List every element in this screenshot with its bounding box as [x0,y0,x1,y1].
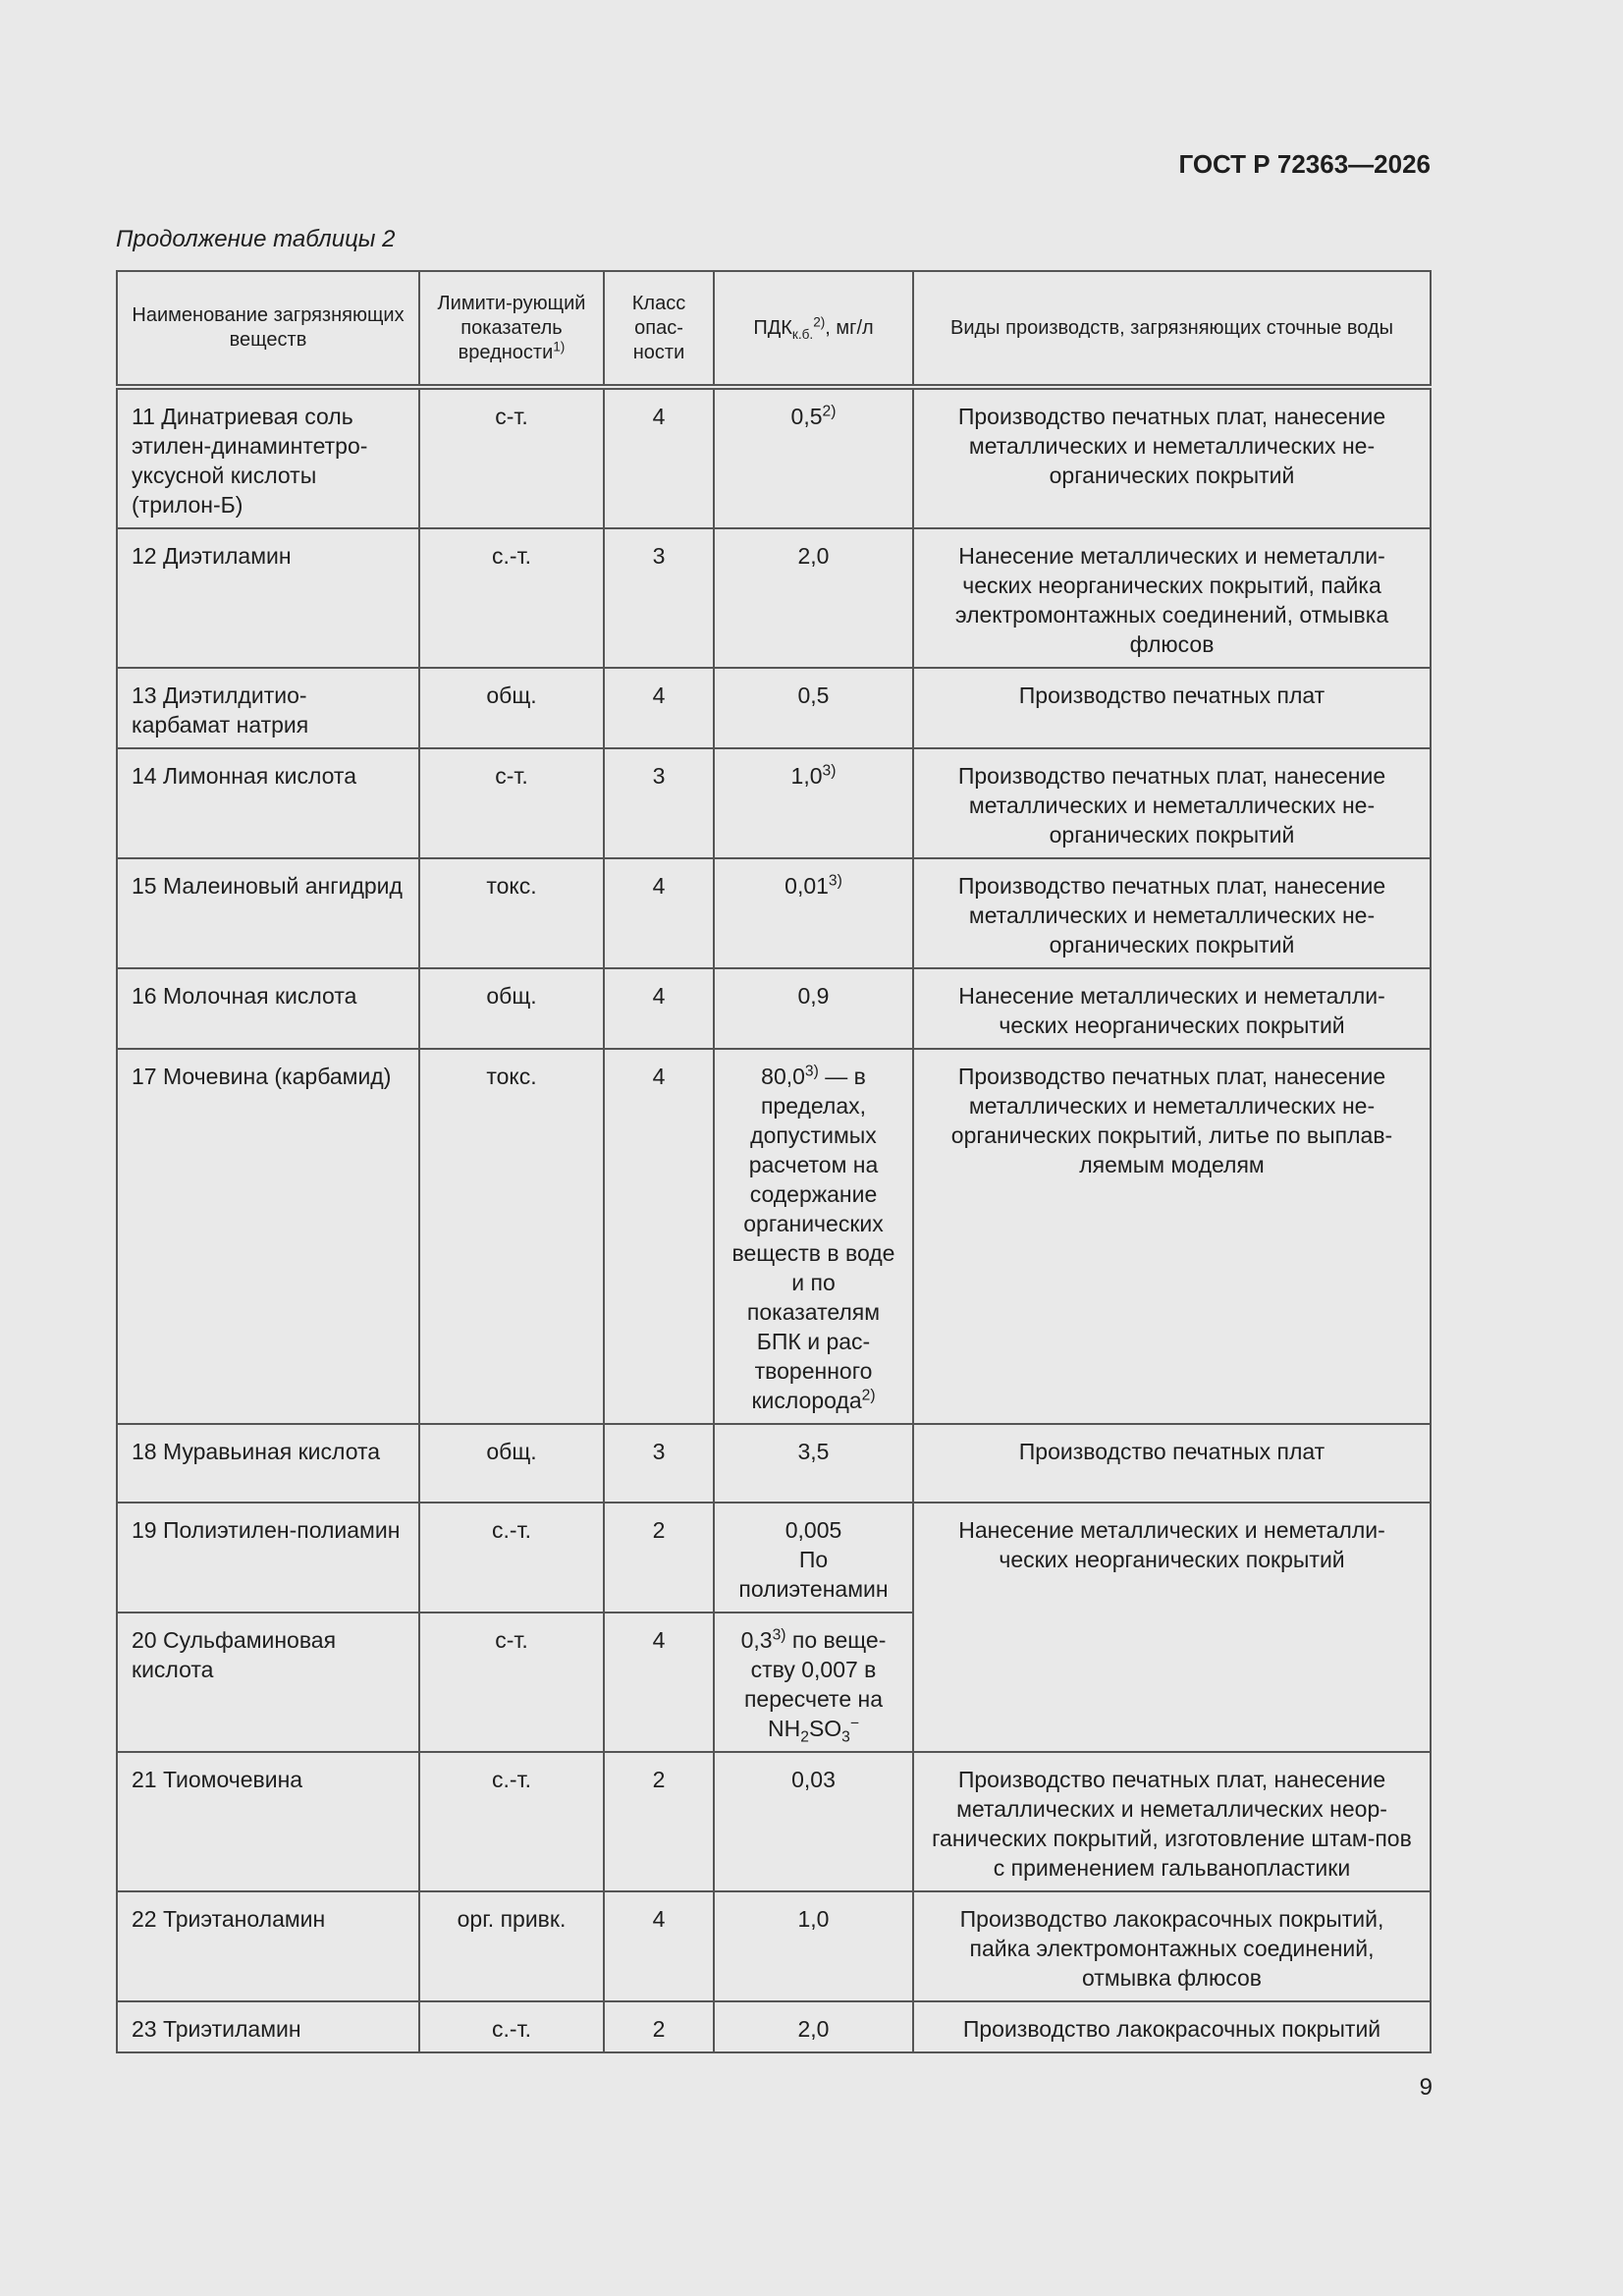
cell-industries: Производство печатных плат, нанесение металлических и неметаллических не-органических покрытий [913,858,1431,968]
cell-pdk: 1,0$^{3)}$ [714,748,913,858]
cell-pdk: 0,9 [714,968,913,1049]
cell-pdk: 0,01$^{3)}$ [714,858,913,968]
cell-limiting: токс. [419,858,604,968]
cell-class: 4 [604,858,714,968]
cell-pdk: 80,0$^{3)}$ — в пределах, допустимых расчетом на содержание органических веществ в воде и по показателям БПК и рас-творенного кислорода$^{2)}$ [714,1049,913,1424]
cell-class: 4 [604,968,714,1049]
cell-pdk: 0,5$^{2)}$ [714,387,913,528]
cell-pdk: 3,5 [714,1424,913,1503]
page-number: 9 [1419,2074,1433,2101]
table-row [117,968,1431,1049]
cell-class: 4 [604,1049,714,1424]
cell-class: 4 [604,387,714,528]
cell-limiting: с.-т. [419,1503,604,1613]
cell-industries: Производство печатных плат [913,1424,1431,1503]
cell-name: 17 Мочевина (карбамид) [117,1049,419,1424]
cell-name: 21 Тиомочевина [117,1752,419,1891]
cell-limiting: с-т. [419,1613,604,1752]
cell-limiting: с-т. [419,748,604,858]
cell-pdk: 0,03 [714,1752,913,1891]
cell-industries: Нанесение металлических и неметалли-ческих неорганических покрытий [913,968,1431,1049]
table-row [117,668,1431,748]
cell-name: 16 Молочная кислота [117,968,419,1049]
cell-limiting: общ. [419,668,604,748]
cell-class: 2 [604,1752,714,1891]
cell-class: 4 [604,1613,714,1752]
header-limiting: Лимити-рующий показатель вредности$^{1)}$ [419,271,604,387]
cell-industries: Нанесение металлических и неметалли-ческих неорганических покрытий, пайка электромонтажных соединений, отмывка флюсов [913,528,1431,668]
header-pdk: $ПДК_{к.б.}^{2)}$, мг/л [714,271,913,387]
cell-limiting: общ. [419,968,604,1049]
cell-pdk: 0,5 [714,668,913,748]
table-caption: Продолжение таблицы 2 [116,226,396,252]
header-class: Класс опас-ности [604,271,714,387]
cell-limiting: с.-т. [419,2001,604,2052]
cell-class: 4 [604,668,714,748]
cell-name: 14 Лимонная кислота [117,748,419,858]
cell-industries: Производство лакокрасочных покрытий, пайка электромонтажных соединений, отмывка флюсов [913,1891,1431,2001]
table-row [117,2001,1431,2052]
chemical-formula: $NH_2SO_3^-$ [768,1715,859,1746]
cell-limiting: общ. [419,1424,604,1503]
table-row [117,858,1431,968]
cell-name: 22 Триэтаноламин [117,1891,419,2001]
table-row [117,528,1431,668]
pollutants-table [116,270,1432,2053]
table-row [117,1503,1431,1613]
cell-class: 3 [604,528,714,668]
table-header-row [117,271,1431,387]
cell-industries: Производство печатных плат, нанесение металлических и неметаллических не-органических покрытий [913,748,1431,858]
cell-industries: Производство лакокрасочных покрытий [913,2001,1431,2052]
table-row [117,1752,1431,1891]
header-industries: Виды производств, загрязняющих сточные воды [913,271,1431,387]
cell-name: 19 Полиэтилен-полиамин [117,1503,419,1613]
cell-name: 11 Динатриевая соль этилен-динаминтетро-уксусной кислоты (трилон-Б) [117,387,419,528]
cell-limiting: орг. привк. [419,1891,604,2001]
table-row [117,387,1431,528]
cell-pdk: 2,0 [714,2001,913,2052]
cell-limiting: с-т. [419,387,604,528]
header-name: Наименование загрязняющих веществ [117,271,419,387]
cell-name: 13 Диэтилдитио-карбамат натрия [117,668,419,748]
table-row [117,748,1431,858]
cell-class: 3 [604,748,714,858]
cell-pdk: 1,0 [714,1891,913,2001]
cell-industries: Производство печатных плат, нанесение металлических и неметаллических не-органических покрытий, литье по выплав-ляемым моделям [913,1049,1431,1424]
cell-class: 2 [604,2001,714,2052]
table-row [117,1424,1431,1503]
document-code: ГОСТ Р 72363—2026 [1178,149,1431,179]
cell-limiting: с.-т. [419,528,604,668]
cell-class: 4 [604,1891,714,2001]
cell-limiting: с.-т. [419,1752,604,1891]
cell-industries: Нанесение металлических и неметалли-ческих неорганических покрытий [913,1503,1431,1752]
cell-pdk: 2,0 [714,528,913,668]
cell-pdk: 0,005 По полиэтенамин [714,1503,913,1613]
cell-name: 20 Сульфаминовая кислота [117,1613,419,1752]
cell-name: 12 Диэтиламин [117,528,419,668]
cell-name: 18 Муравьиная кислота [117,1424,419,1503]
cell-limiting: токс. [419,1049,604,1424]
cell-class: 2 [604,1503,714,1613]
cell-industries: Производство печатных плат, нанесение металлических и неметаллических неор-ганических покрытий, изготовление штам-пов с применением гальванопластики [913,1752,1431,1891]
cell-class: 3 [604,1424,714,1503]
cell-industries: Производство печатных плат [913,668,1431,748]
cell-pdk: 0,3$^{3)}$ по веще-ству 0,007 в пересчете на $NH_2SO_3^-$ [714,1613,913,1752]
table-row [117,1891,1431,2001]
cell-name: 15 Малеиновый ангидрид [117,858,419,968]
cell-name: 23 Триэтиламин [117,2001,419,2052]
table-row [117,1049,1431,1424]
cell-industries: Производство печатных плат, нанесение металлических и неметаллических не-органических покрытий [913,387,1431,528]
